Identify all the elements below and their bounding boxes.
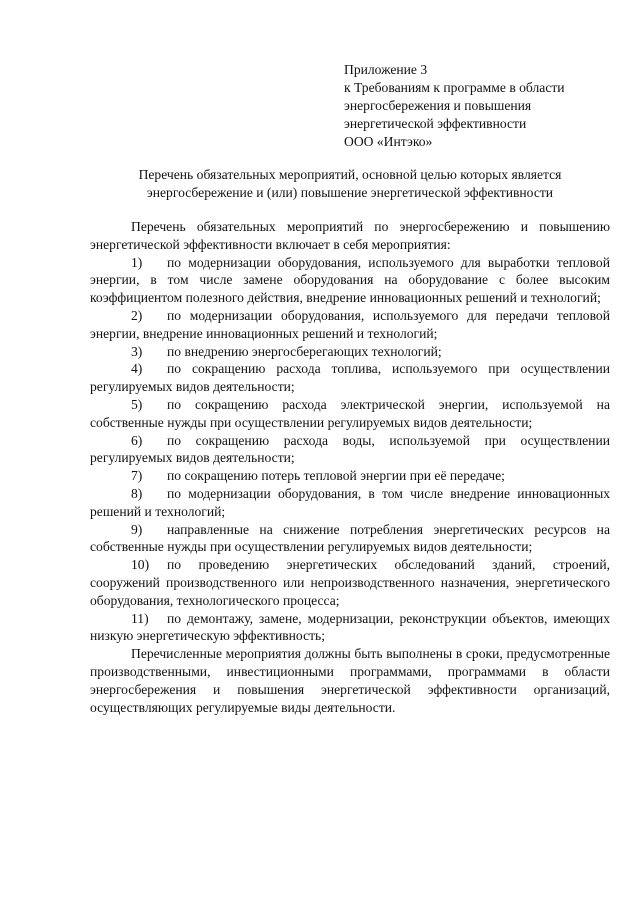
list-item <box>90 307 610 343</box>
list-item <box>90 467 610 485</box>
item-text: по сокращению потерь тепловой энергии при её передаче; <box>167 468 505 484</box>
list-item <box>90 432 610 468</box>
closing-paragraph: Перечисленные мероприятия должны быть выполнены в сроки, предусмотренные производственными, инвестиционными программами, программами в области энергосбережения и повышения энергетической эффективности организаций, осуществляющих регулируемые виды деятельности. <box>90 646 610 715</box>
appendix-line: энергосбережения и повышения <box>344 98 532 113</box>
document-body <box>90 218 610 716</box>
item-text: по модернизации оборудования, используемого для передачи тепловой энергии, внедрение инновационных решений и технологий; <box>90 307 610 341</box>
appendix-line: Приложение 3 <box>344 62 428 77</box>
item-number: 10) <box>131 557 150 573</box>
title-line: энергосбережение и (или) повышение энергетической эффективности <box>146 185 554 200</box>
item-number: 8) <box>131 485 143 501</box>
appendix-header <box>344 61 565 151</box>
item-text: по модернизации оборудования, в том числе внедрение инновационных решений и технологий; <box>90 485 610 519</box>
item-number: 11) <box>131 610 149 626</box>
appendix-line: ООО «Интэко» <box>344 134 433 149</box>
item-text: по внедрению энергосберегающих технологий; <box>167 343 442 359</box>
item-number: 1) <box>131 254 143 270</box>
item-text: направленные на снижение потребления энергетических ресурсов на собственные нужды при осуществлении регулируемых видов деятельности; <box>90 521 610 555</box>
list-item <box>90 254 610 307</box>
item-text: по модернизации оборудования, используемого для выработки тепловой энергии, в том числе замене оборудования на оборудование с более высоким коэффициентом полезного действия, внедрение инновационных решений и технологий; <box>90 254 610 306</box>
list-item <box>90 556 610 609</box>
item-number: 5) <box>131 396 143 412</box>
title-line: Перечень обязательных мероприятий, основной целью которых является <box>138 167 562 182</box>
appendix-line: энергетической эффективности <box>344 116 527 131</box>
list-item <box>90 485 610 521</box>
intro-paragraph: Перечень обязательных мероприятий по энергосбережению и повышению энергетической эффективности включает в себя мероприятия: <box>90 219 610 252</box>
list-item <box>90 360 610 396</box>
document-title <box>90 166 610 202</box>
item-text: по сокращению расхода топлива, используемого при осуществлении регулируемых видов деятельности; <box>90 361 610 395</box>
item-number: 3) <box>131 343 143 359</box>
item-number: 4) <box>131 361 143 377</box>
appendix-line: к Требованиям к программе в области <box>344 80 565 95</box>
list-item <box>90 610 610 646</box>
item-number: 9) <box>131 521 143 537</box>
item-number: 7) <box>131 468 143 484</box>
list-item <box>90 343 610 361</box>
item-text: по демонтажу, замене, модернизации, реконструкции объектов, имеющих низкую энергетическую эффективность; <box>90 610 610 644</box>
list-item <box>90 521 610 557</box>
list-item <box>90 396 610 432</box>
item-text: по проведению энергетических обследований зданий, строений, сооружений производственного или непроизводственного назначения, энергетического оборудования, технологического процесса; <box>90 557 610 608</box>
item-text: по сокращению расхода воды, используемой при осуществлении регулируемых видов деятельности; <box>90 432 610 466</box>
item-text: по сокращению расхода электрической энергии, используемой на собственные нужды при осуществлении регулируемых видов деятельности; <box>90 396 610 430</box>
item-number: 2) <box>131 307 143 323</box>
item-number: 6) <box>131 432 143 448</box>
